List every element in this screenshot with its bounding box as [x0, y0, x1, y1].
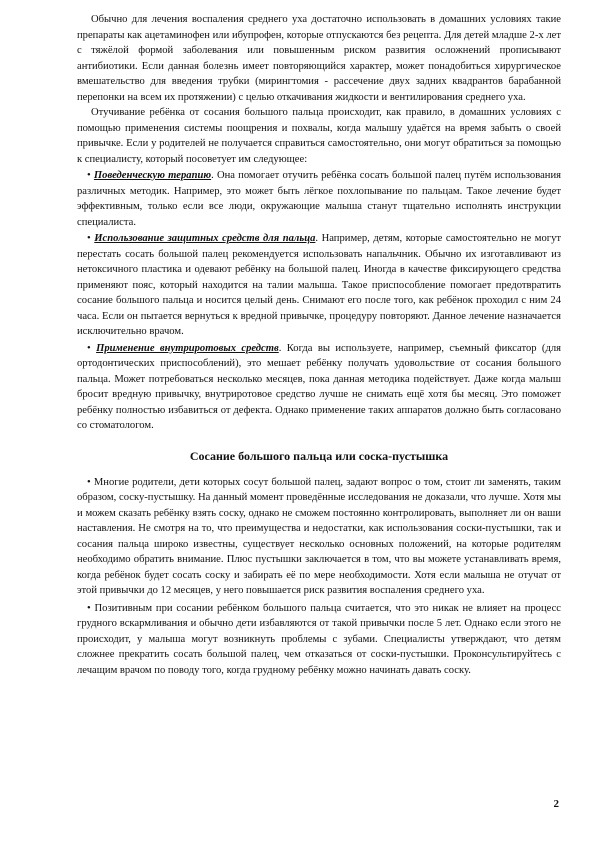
bullet-text: . Когда вы используете, например, съемный фиксатор (для ортодонтических приспособлений), это мешает ребёнку получать удовольствие от сосания большого пальца. Может потребоваться несколько месяцев, пока данная методика подействует. Даже когда малыш бросит вредную привычку, внутриротовое средство лучше не снимать ещё хотя бы месяц. Это поможет ребёнку полностью избавиться от дефекта. Однако применение таких аппаратов должно быть согласовано со стоматологом.: [77, 342, 561, 431]
section-paragraph-thumb: • Позитивным при сосании ребёнком большого пальца считается, что это никак не влияет на процесс грудного вскармливания и обычно дети избавляются от такой привычки после 5 лет. Однако если этого не происходит, у малыша могут возникнуть проблемы с зубами. Специалисты утверждают, что детям сложнее прекратить сосать большой палец, чем отказаться от соски-пустышки. Проконсультируйтесь с лечащим врачом по поводу того, когда грудному ребёнку можно начинать давать соску.: [77, 602, 561, 676]
bullet-behavioral-therapy: [77, 168, 561, 230]
page-number: 2: [553, 798, 559, 810]
section-paragraph-pacifier: • Многие родители, дети которых сосут большой палец, задают вопрос о том, стоит ли заменять, таким образом, соску-пустышку. На данный момент проведённые исследования не доказали, что лучше. Хотя мы и можем сказать ребёнку взять соску, однако не сможем постоянно контролировать, выполняет ли он ваши наставления. Не смотря на то, что преимущества и недостатки, как использования соски-пустышки, так и сосания пальца широко известны, существует несколько основных положений, на которые родителям необходимо обратить внимание. Плюс пустышки заключается в том, что вы можете устанавливать время, когда ребёнок будет сосать соску и забирать её по мере необходимости. Хотя если малыша не отучат от этой привычки до 12 месяцев, у него повышается риск развития воспаления среднего уха.: [77, 476, 561, 596]
paragraph-treatment: Обычно для лечения воспаления среднего уха достаточно использовать в домашних условиях такие препараты как ацетаминофен или ибупрофен, которые отпускаются без рецепта. Для детей младше 2-х лет с тяжёлой формой заболевания или повышенным риском развития осложнений прописывают антибиотики. Если данная болезнь имеет повторяющийся характер, может понадобиться хирургическое вмешательство для введения трубки (мирингтомия - рассечение двух задних квадрантов барабанной перепонки на всем их протяжении) с целью откачивания жидкости и вентилирования среднего уха.: [77, 14, 561, 103]
bullet-lead: Использование защитных средств для пальца: [94, 233, 316, 244]
document-body: [77, 12, 561, 678]
paragraph-weaning: Отучивание ребёнка от сосания большого пальца происходит, как правило, в домашних условиях с помощью применения системы поощрения и похвалы, когда малышу удаётся на время забыть о своей привычке. Если у родителей не получается справиться самостоятельно, они могут обратиться за помощью к специалисту, который посоветует им следующее:: [77, 107, 561, 165]
bullet-marker: •: [87, 233, 95, 244]
bullet-marker: •: [87, 342, 97, 354]
bullet-text: . Она помогает отучить ребёнка сосать большой палец путём использования различных методик. Например, это может быть лёгкое похлопывание по пальцам. Такое лечение будет эффективным, только если все люди, окружающие малыша станут тщательно исполнять инструкции специалиста.: [77, 170, 561, 228]
bullet-text: . Например, детям, которые самостоятельно не могут перестать сосать большой палец рекомендуется использовать напальчник. Обычно их изготавливают из нетоксичного пластика и одевают ребёнку на большой палец. Иногда в качестве фиксирующего средства применяют пояс, который находится на талии малыша. Такое приспособление помогает предотвратить сосание большого пальца и носится целый день. Снимают его после того, как ребёнок проходил с ним 24 часа. Если он пытается вернуться к вредной привычке, процедуру повторяют. Данное лечение назначается исключительно врачом.: [77, 233, 562, 337]
bullet-protective-means: [77, 231, 561, 340]
bullet-lead: Применение внутриротовых средств: [96, 342, 279, 354]
bullet-intraoral-means: [77, 341, 561, 434]
bullet-lead: Поведенческую терапию: [93, 170, 212, 181]
bullet-marker: •: [87, 170, 94, 181]
section-body: [77, 475, 561, 679]
section-heading: Сосание большого пальца или соска-пустышка: [189, 448, 449, 463]
